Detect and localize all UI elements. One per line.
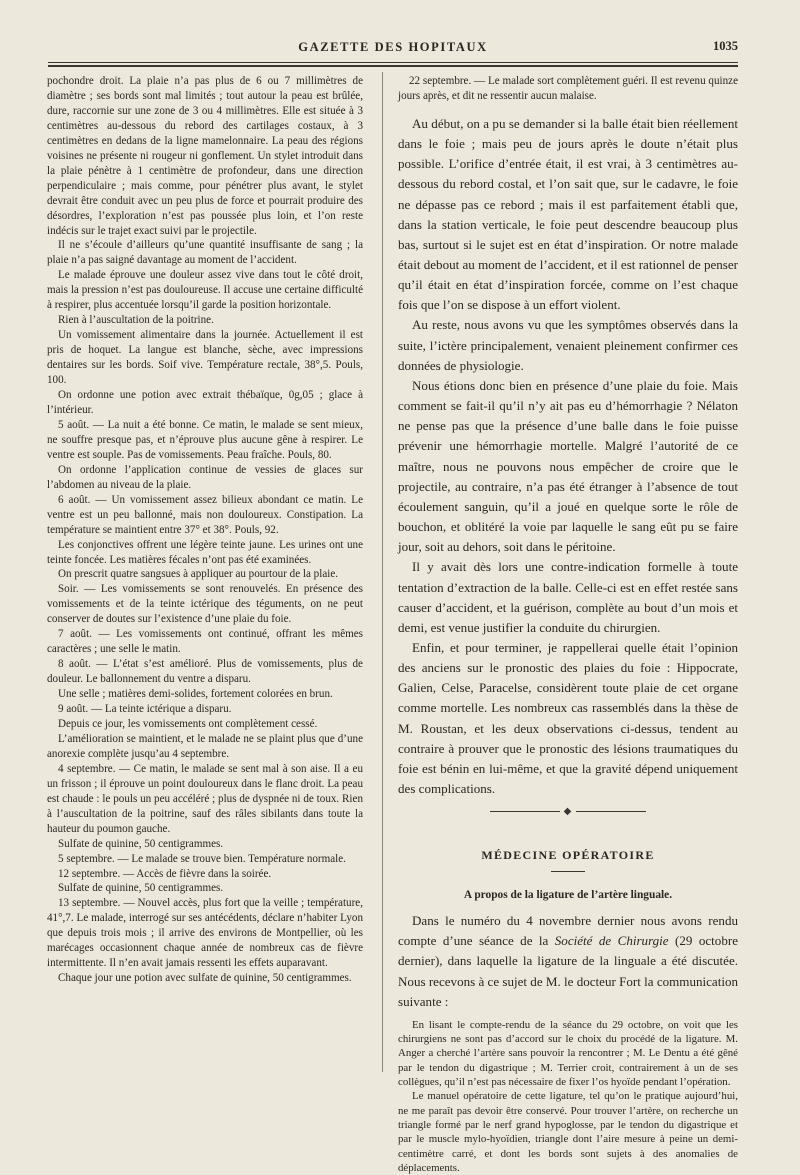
running-head <box>48 40 738 60</box>
paragraph: 4 septembre. — Ce matin, le malade se sent mal à son aise. Il a eu un frisson ; il éprouve un point douloureux dans le flanc droit. La peau est chaude : le pouls un peu accéléré ; plus de dyspnée ni de toux. Rien à l’auscultation de la poitrine, sauf des râles sibilants dans toute la hauteur du poumon gauche. <box>47 762 363 835</box>
paragraph: On ordonne une potion avec extrait thébaïque, 0g,05 ; glace à l’intérieur. <box>47 389 363 416</box>
paragraph: Il ne s’écoule d’ailleurs qu’une quantité insuffisante de sang ; la plaie n’a pas saigné davantage au moment de l’accident. <box>47 239 363 267</box>
column-divider <box>382 72 383 1072</box>
article-intro <box>398 911 738 1012</box>
paragraph: 5 septembre. — Le malade se trouve bien. Température normale. <box>58 852 346 865</box>
paragraph: 8 août. — L’état s’est amélioré. Plus de vomissements, plus de douleur. Le ballonnement du ventre a disparu. <box>47 658 363 686</box>
paragraph: 9 août. — La teinte ictérique a disparu. <box>58 703 232 716</box>
header-rule-thick <box>48 65 738 67</box>
paragraph: L’amélioration se maintient, et le malade ne se plaint plus que d’une anorexie complète jusqu’au 4 septembre. <box>47 732 363 760</box>
paragraph: 13 septembre. — Nouvel accès, plus fort que la veille ; température, 41°,7. Le malade, interrogé sur ses antécédents, déclare n’habiter Lyon que depuis trois mois ; il arrive des environs de Montpellier, où les marécages occasionnent chaque année de nombreux cas de fièvre intermittente. Il n’en avait jamais ressenti les effets auparavant. <box>47 897 363 970</box>
paragraph: Rien à l’auscultation de la poitrine. <box>58 314 214 327</box>
letter-block <box>398 1018 738 1175</box>
paragraph: 22 septembre. — Le malade sort complètement guéri. Il est revenu quinze jours après, et dit ne ressentir aucun malaise. <box>398 75 738 102</box>
page-number: 1035 <box>713 39 738 53</box>
paragraph: 12 septembre. — Accès de fièvre dans la soirée. <box>58 867 272 880</box>
paragraph: Au début, on a pu se demander si la balle était bien réellement dans le foie ; mais peu de jours après le doute n’était plus possible. L’orifice d’entrée était, il est vrai, à 3 centimètres au-dessous du rebord costal, et l’on sait que, sur le cadavre, le foie ne dépasse pas ce rebord ; mais il est parfaitement établi que, dans la station verticale, le foie peut descendre beaucoup plus bas, surtout si le sujet est en état d’inspiration. Or notre malade était debout au moment de l’accident, et il est rationnel de penser qu’il était en état d’inspiration forcée, comme on l’est chaque fois que l’on se dispose à un effort violent. <box>398 115 738 313</box>
paragraph: Le manuel opératoire de cette ligature, tel qu’on le pratique aujourd’hui, ne me paraît pas devoir être conservé. Pour trouver l’artère, on recherche un triangle formé par le nerf grand hypoglosse, par le tendon du digastrique et par le muscle mylo-hyoïdien, triangle dont l’aire mesure à peine un demi-centimètre carré, et dont les bords sont sujets à des anomalies de déplacements. <box>398 1090 738 1174</box>
section-rule <box>551 871 585 872</box>
paragraph: Chaque jour une potion avec sulfate de quinine, 50 centigrammes. <box>58 972 352 985</box>
paragraph: On prescrit quatre sangsues à appliquer au pourtour de la plaie. <box>58 568 339 581</box>
paragraph: Un vomissement alimentaire dans la journée. Actuellement il est pris de hoquet. La langue est blanche, sèche, avec impressions dentaires sur les bords. Soif vive. Température rectale, 38°,5. Pouls, 100. <box>47 329 363 387</box>
society-name: Société de Chirurgie <box>554 933 669 949</box>
paragraph: Une selle ; matières demi-solides, fortement colorées en brun. <box>58 688 333 701</box>
journal-title: GAZETTE DES HOPITAUX <box>298 40 488 54</box>
paragraph: Le malade éprouve une douleur assez vive dans tout le côté droit, mais la pression n’est pas douloureuse. Il accuse une certaine difficulté à respirer, plus accentuée lorsqu’il garde la position horizontale. <box>47 269 363 312</box>
section-ornament: ◆ <box>398 805 738 820</box>
right-column <box>398 74 738 1175</box>
section-title: MÉDECINE OPÉRATOIRE <box>481 848 655 863</box>
paragraph: Les conjonctives offrent une légère teinte jaune. Les urines ont une teinte foncée. Les matières fécales n’ont pas été examinées. <box>47 538 363 566</box>
left-column <box>47 74 363 986</box>
paragraph: En lisant le compte-rendu de la séance du 29 octobre, on voit que les chirurgiens ne sont pas d’accord sur le choix du procédé de la ligature. M. Anger a cherché l’artère sans pouvoir la rencontrer ; M. Le Dentu a été gêné par le tendon du digastrique ; M. Terrier croit, contrairement à un de ses collègues, qu’il n’est pas nécessaire de fixer l’os hyoïde pendant l’opération. <box>398 1018 738 1089</box>
paragraph: pochondre droit. La plaie n’a pas plus de 6 ou 7 millimètres de diamètre ; ses bords sont mal limités ; tout autour la peau est brûlée, dure, raccornie sur une zone de 3 ou 4 millimètres. Elle est située à 3 centimètres au-dessous du rebord des cartilages costaux, à 3 centimètres en dedans de la ligne mamelonnaire. La peau des régions voisines ne présente ni rougeur ni gonflement. Un stylet introduit dans la plaie pénètre à 1 centimètre de profondeur, dans une direction perpendiculaire ; mais comme, pour pénétrer plus avant, le stylet devrait être conduit avec un peu plus de force et pourrait produire des désordres, l’exploration n’est pas poussée plus loin, et l’on reste indécis sur le trajet exact suivi par le projectile. <box>47 75 363 237</box>
paragraph: Il y avait dès lors une contre-indication formelle à toute tentation d’extraction de la balle. Celle-ci est en effet restée sans causer d’accident, et la guérison, complète au bout d’un mois et demi, est venue justifier la conduite du chirurgien. <box>398 559 738 635</box>
paragraph: Soir. — Les vomissements se sont renouvelés. En présence des vomissements et de la teinte ictérique des téguments, on ne peut conserver de doutes sur l’existence d’une plaie du foie. <box>47 583 363 626</box>
paragraph: 6 août. — Un vomissement assez bilieux abondant ce matin. Le ventre est un peu ballonné, mais non douloureux. Constipation. La température se maintient entre 37° et 38°. Pouls, 92. <box>47 493 363 536</box>
paragraph: Dans le numéro du 4 novembre dernier nous avons rendu compte d’une séance de la Société de Chirurgie (29 octobre dernier), dans laquelle la ligature de la linguale a été discutée. Nous recevons à ce sujet de M. le docteur Fort la communication suivante : <box>398 913 738 1009</box>
paragraph: Depuis ce jour, les vomissements ont complètement cessé. <box>58 717 318 730</box>
paragraph: Nous étions donc bien en présence d’une plaie du foie. Mais comment se fait-il qu’il n’y ait pas eu d’hémorrhagie ? Nélaton ne pense pas que la présence d’une balle dans le foie puisse prévenir une hémorrhagie mortelle. Malgré l’autorité de ce maître, nous ne pouvons nous empêcher de croire que le projectile, au contraire, n’a pas été étranger à l’absence de tout écoulement sanguin, qu’il a joué en quelque sorte le rôle de bouchon, et oblitéré la voie par laquelle le sang eût pu se faire jour, soit au dehors, soit dans le péritoine. <box>398 377 738 555</box>
paragraph: Sulfate de quinine, 50 centigrammes. <box>58 837 224 850</box>
paragraph: Sulfate de quinine, 50 centigrammes. <box>58 882 224 895</box>
article-title: A propos de la ligature de l’artère linguale. <box>463 889 673 902</box>
paragraph: On ordonne l’application continue de vessies de glaces sur l’abdomen au niveau de la plaie. <box>47 463 363 491</box>
discussion-block <box>398 114 738 799</box>
paragraph: 7 août. — Les vomissements ont continué, offrant les mêmes caractères ; une selle le matin. <box>47 628 363 656</box>
paragraph: Au reste, nous avons vu que les symptômes observés dans la suite, l’ictère principalement, venaient pleinement confirmer ces données de physiologie. <box>398 317 738 373</box>
paragraph: 5 août. — La nuit a été bonne. Ce matin, le malade se sent mieux, ne souffre presque pas, et n’éprouve plus aucune gêne à respirer. Le ventre est souple. Pas de vomissements. Peau fraîche. Pouls, 80. <box>47 418 363 461</box>
paragraph: Enfin, et pour terminer, je rappellerai quelle était l’opinion des anciens sur le pronostic des plaies du foie : Hippocrate, Galien, Celse, Paracelse, considèrent toute plaie de cet organe comme mortelle. Les nombreux cas rassemblés dans la thèse de M. Roustan, et les deux observations ci-dessus, tendent au contraire à prouver que le pronostic des lésions traumatiques du foie est bénin en lui-même, et que la gravité dépend uniquement des complications. <box>398 639 738 797</box>
header-rule <box>48 62 738 63</box>
